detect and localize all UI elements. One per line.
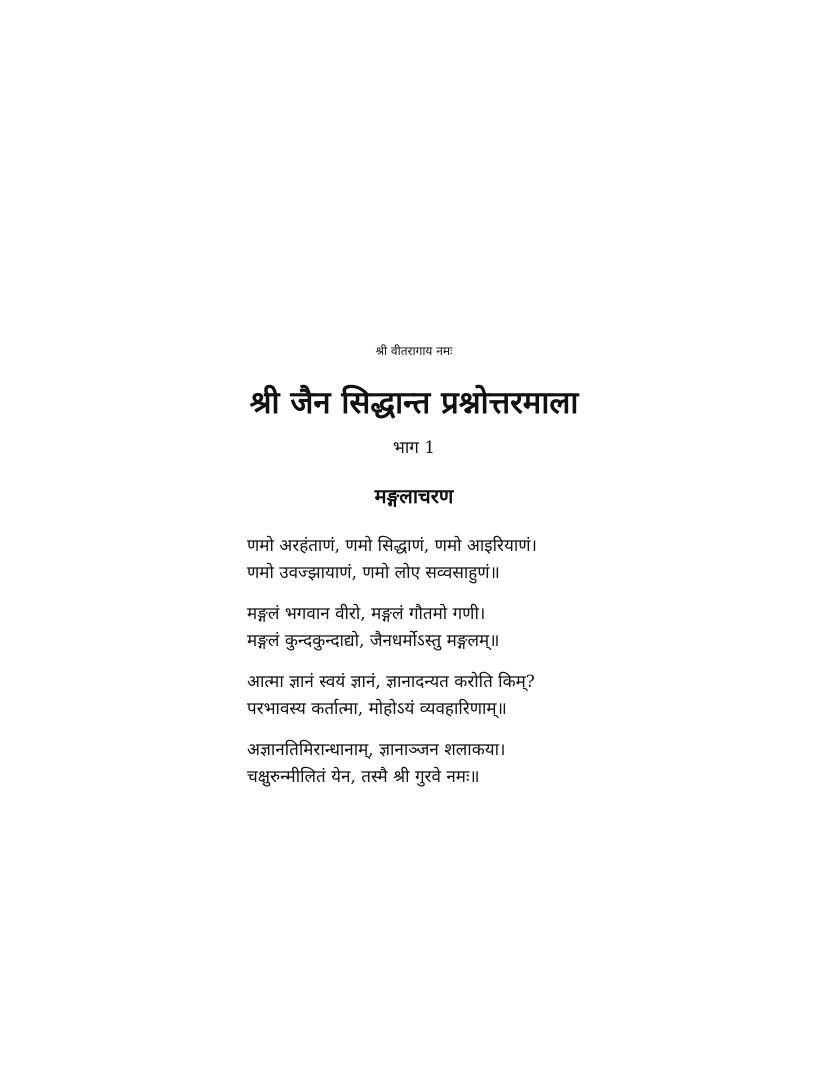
verse-4 bbox=[247, 737, 627, 791]
verse-list bbox=[247, 533, 627, 805]
verse-line: आत्मा ज्ञानं स्वयं ज्ञानं, ज्ञानादन्यत करोति किम्? bbox=[247, 672, 535, 692]
verse-2 bbox=[247, 601, 627, 655]
part-number: भाग 1 bbox=[392, 438, 436, 458]
verse-line: अज्ञानतिमिरान्धानाम्, ज्ञानाञ्जन शलाकया। bbox=[247, 740, 506, 760]
page-title: श्री जैन सिद्धान्त प्रश्नोत्तरमाला bbox=[249, 385, 579, 421]
verse-line: मङ्गलं कुन्दकुन्दाद्यो, जैनधर्मोऽस्तु मङ्गलम्॥ bbox=[247, 631, 500, 651]
verse-line: मङ्गलं भगवान वीरो, मङ्गलं गौतमो गणी। bbox=[247, 604, 486, 624]
verse-3 bbox=[247, 669, 627, 723]
invocation-line: श्री वीतरागाय नमः bbox=[375, 344, 453, 358]
section-heading: मङ्गलाचरण bbox=[374, 484, 454, 508]
verse-line: परभावस्य कर्तात्मा, मोहोऽयं व्यवहारिणाम्॥ bbox=[247, 699, 507, 719]
verse-line: चक्षुरुन्मीलितं येन, तस्मै श्री गुरवे नमः॥ bbox=[247, 767, 480, 787]
verse-1 bbox=[247, 533, 627, 587]
verse-line: णमो अरहंताणं, णमो सिद्धाणं, णमो आइरियाणं। bbox=[247, 536, 538, 556]
verse-line: णमो उवज्झायाणं, णमो लोए सव्वसाहुणं॥ bbox=[247, 563, 500, 583]
